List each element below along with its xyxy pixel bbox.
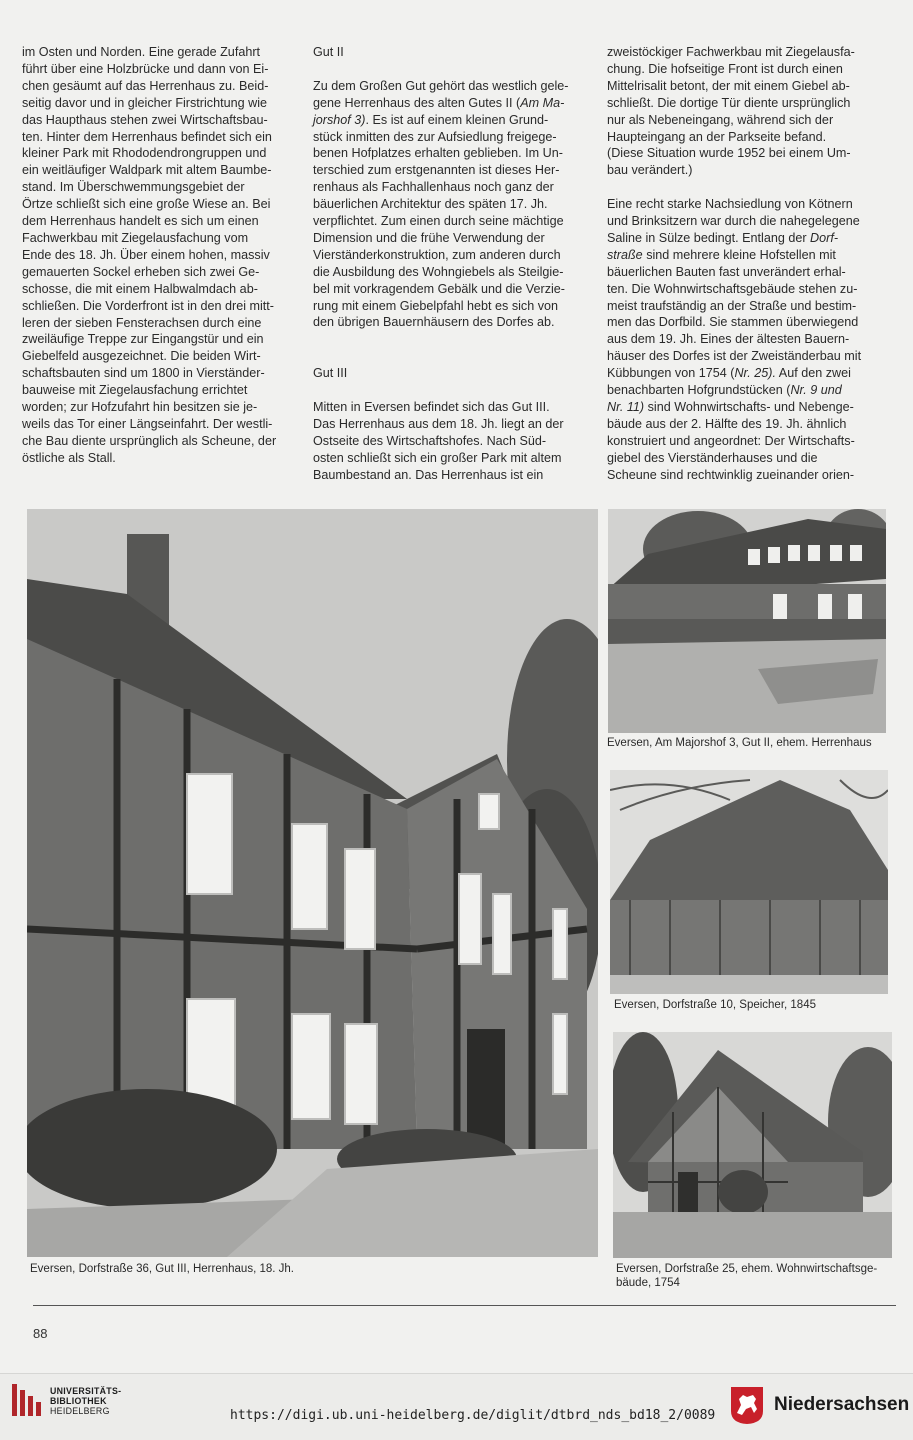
text-line: gemauerten Sockel erheben sich zwei Ge- bbox=[22, 264, 260, 279]
text-line: führt über eine Holzbrücke und dann von Ei- bbox=[22, 61, 269, 76]
text-line: schließen. Die Vorderfront ist in den drei mitt- bbox=[22, 298, 274, 313]
text-line: jorshof 3). Es ist auf einem kleinen Grund- bbox=[313, 112, 549, 127]
text-line: benen Hofplatzes erhalten geblieben. Im Un- bbox=[313, 146, 563, 161]
address-reference: straße bbox=[607, 247, 643, 262]
text-line: östliche als Stall. bbox=[22, 450, 116, 465]
text-line: zweiläufige Treppe zur Eingangstür und ein bbox=[22, 332, 264, 347]
text-line: bäuerlichen Bauten fast unverändert erhal- bbox=[607, 264, 846, 279]
text-line: dem Herrenhaus handelt es sich um einen bbox=[22, 214, 259, 229]
address-reference: Dorf- bbox=[810, 230, 839, 245]
text-line: im Osten und Norden. Eine gerade Zufahrt bbox=[22, 45, 261, 59]
photo-herrenhaus-gut-iii bbox=[27, 509, 598, 1257]
address-reference: jorshof 3) bbox=[313, 112, 366, 127]
text-line: häuser des Dorfes ist der Zweiständerbau mit bbox=[607, 349, 862, 364]
text-line: Vierständerkonstruktion, zum anderen durch bbox=[313, 247, 561, 262]
text-line: Baumbestand an. Das Herrenhaus ist ein bbox=[313, 467, 544, 482]
text-line: Örtze schließt sich eine große Wiese an. Bei bbox=[22, 197, 271, 212]
text-line: weils das Tor einer Längseinfahrt. Der westli- bbox=[22, 416, 273, 431]
text-line: ein weitläufiger Waldpark mit altem Baumbe- bbox=[22, 163, 272, 178]
viewer-footer bbox=[0, 1373, 913, 1440]
text-line: schließt. Die dortige Tür diente ursprünglich bbox=[607, 95, 851, 110]
text-line: schosse, die mit einem Halbwalmdach ab- bbox=[22, 281, 258, 296]
niedersachsen-wordmark[interactable]: Niedersachsen bbox=[774, 1394, 910, 1415]
address-reference: Nr. 25). bbox=[734, 366, 776, 381]
text-line: verpflichtet. Zum einen durch seine mächtige bbox=[313, 214, 564, 229]
text-line: schaftsbauten sind um 1800 in Vierständer- bbox=[22, 366, 265, 381]
text-line: straße sind mehrere kleine Hofstellen mit bbox=[607, 247, 836, 262]
photo-gut-ii-herrenhaus bbox=[608, 509, 886, 733]
text-line: konstruiert und angeordnet: Der Wirtschafts- bbox=[607, 433, 855, 448]
text-line: osten schließt sich ein großer Park mit altem bbox=[313, 450, 562, 465]
text-line: Nr. 11) sind Wohnwirtschafts- und Nebenge- bbox=[607, 400, 854, 415]
caption-bottom-right-photo bbox=[616, 1262, 877, 1290]
caption-line: Eversen, Dorfstraße 25, ehem. Wohnwirtschaftsge- bbox=[616, 1263, 878, 1275]
page-divider bbox=[33, 1305, 896, 1306]
text-line: Kübbungen von 1754 (Nr. 25). Auf den zwei bbox=[607, 366, 851, 381]
text-line: seitig davor und in gleicher Firstrichtung wie bbox=[22, 95, 267, 110]
text-line: stück inmitten des zur Aufsiedlung freigege- bbox=[313, 129, 557, 144]
text-line: ten. Die Wohnwirtschaftsgebäude stehen zu- bbox=[607, 281, 858, 296]
text-line: che Bau diente ursprünglich als Scheune, der bbox=[22, 433, 277, 448]
text-line: die Ausbildung des Wohngiebels als Steilgie- bbox=[313, 264, 564, 279]
text-line: giebel des Vierständerhauses und die bbox=[607, 450, 818, 465]
text-column-3 bbox=[607, 44, 885, 484]
text-line: Ende des 18. Jh. Über einem hohen, massiv bbox=[22, 247, 270, 262]
text-line: bäuerlichen Architektur des späten 17. Jh. bbox=[313, 197, 548, 212]
text-line: Haupteingang an der Parkseite befand. bbox=[607, 129, 827, 144]
text-line: chung. Die hofseitige Front ist durch einen bbox=[607, 61, 843, 76]
caption-top-right-photo: Eversen, Am Majorshof 3, Gut II, ehem. Herrenhaus bbox=[607, 737, 872, 749]
text-line: stand. Im Überschwemmungsgebiet der bbox=[22, 180, 245, 195]
text-line: bäude aus der 2. Hälfte des 19. Jh. ähnlich bbox=[607, 416, 847, 431]
text-line: Dimension und die frühe Verwendung der bbox=[313, 230, 545, 245]
address-reference: Nr. 11) bbox=[607, 400, 645, 415]
text-line: rung mit einem Giebelpfahl hebt es sich von bbox=[313, 298, 559, 313]
text-line: kleiner Park mit Rhododendrongruppen und bbox=[22, 146, 267, 161]
text-line: Mitten in Eversen befindet sich das Gut III. bbox=[313, 399, 550, 414]
photo-wohnwirtschaftsgebaeude-dorfstrasse-25 bbox=[613, 1032, 892, 1258]
text-line: benachbarten Hofgrundstücken (Nr. 9 und bbox=[607, 383, 842, 398]
photo-speicher-dorfstrasse-10 bbox=[610, 770, 888, 994]
text-line: ten. Hinter dem Herrenhaus befindet sich ein bbox=[22, 129, 272, 144]
text-line: den übrigen Bauernhäusern des Dorfes ab. bbox=[313, 315, 555, 330]
library-name-line: BIBLIOTHEK bbox=[50, 1396, 107, 1406]
section-heading-gut-iii: Gut III bbox=[313, 366, 348, 381]
niedersachsen-horse-icon bbox=[729, 1385, 765, 1425]
text-line: zweistöckiger Fachwerkbau mit Ziegelausfa- bbox=[607, 45, 855, 59]
text-column-1 bbox=[22, 44, 298, 467]
text-column-2 bbox=[313, 44, 585, 484]
caption-line: bäude, 1754 bbox=[616, 1277, 680, 1289]
text-line: Eine recht starke Nachsiedlung von Kötnern bbox=[607, 197, 853, 212]
text-line: Giebelfeld ausgezeichnet. Die beiden Wirt- bbox=[22, 349, 261, 364]
caption-main-photo: Eversen, Dorfstraße 36, Gut III, Herrenhaus, 18. Jh. bbox=[30, 1263, 294, 1275]
permalink-url[interactable]: https://digi.ub.uni-heidelberg.de/diglit/dtbrd_nds_bd18_2/0089 bbox=[230, 1408, 716, 1423]
caption-mid-right-photo: Eversen, Dorfstraße 10, Speicher, 1845 bbox=[614, 999, 816, 1011]
text-line: Fachwerkbau mit Ziegelausfachung vom bbox=[22, 230, 249, 245]
text-line: chen gesäumt auf das Herrenhaus zu. Beid- bbox=[22, 78, 269, 93]
page-number: 88 bbox=[33, 1326, 48, 1341]
section-heading-gut-ii: Gut II bbox=[313, 45, 344, 59]
library-name-line: HEIDELBERG bbox=[50, 1406, 110, 1416]
text-line: das Haupthaus stehen zwei Wirtschaftsbau- bbox=[22, 112, 268, 127]
text-line: Scheune sind rechtwinklig zueinander orien- bbox=[607, 467, 855, 482]
text-line: bauweise mit Ziegelausfachung errichtet bbox=[22, 383, 248, 398]
text-line: Mittelrisalit betont, der mit einem Giebel ab- bbox=[607, 78, 850, 93]
text-line: und Brinksitzern war durch die nahegelegene bbox=[607, 214, 860, 229]
text-line: leren der sieben Fensterachsen durch eine bbox=[22, 315, 262, 330]
address-reference: Nr. 9 und bbox=[790, 383, 842, 398]
text-line: men das Dorfbild. Sie stammen überwiegend bbox=[607, 315, 859, 330]
text-line: terschied zum erstgenannten ist dieses Her- bbox=[313, 163, 560, 178]
text-line: renhaus als Fachhallenhaus noch ganz der bbox=[313, 180, 554, 195]
text-line: Ostseite des Wirtschaftshofes. Nach Süd- bbox=[313, 433, 547, 448]
text-line: Saline in Sülze bedingt. Entlang der Dorf- bbox=[607, 230, 839, 245]
address-reference: Am Ma- bbox=[520, 95, 565, 110]
text-line: aus dem 19. Jh. Eines der ältesten Bauern- bbox=[607, 332, 850, 347]
text-line: bel mit vorkragendem Gebälk und die Verzie- bbox=[313, 281, 566, 296]
university-library-logo-icon bbox=[8, 1380, 48, 1420]
text-line: Das Herrenhaus aus dem 18. Jh. liegt an der bbox=[313, 416, 564, 431]
text-line: worden; zur Hofzufahrt hin besitzen sie je- bbox=[22, 400, 258, 415]
library-name-line: UNIVERSITÄTS- bbox=[50, 1386, 122, 1396]
university-library-name[interactable] bbox=[50, 1386, 121, 1416]
text-line: nur als Nebeneingang, während sich der bbox=[607, 112, 834, 127]
text-line: gene Herrenhaus des alten Gutes II (Am Ma- bbox=[313, 95, 565, 110]
text-line: (Diese Situation wurde 1952 bei einem Um- bbox=[607, 146, 851, 161]
text-line: Zu dem Großen Gut gehört das westlich gele- bbox=[313, 78, 569, 93]
text-line: meist traufständig an der Straße und bestim- bbox=[607, 298, 857, 313]
text-line: bau verändert.) bbox=[607, 163, 693, 178]
